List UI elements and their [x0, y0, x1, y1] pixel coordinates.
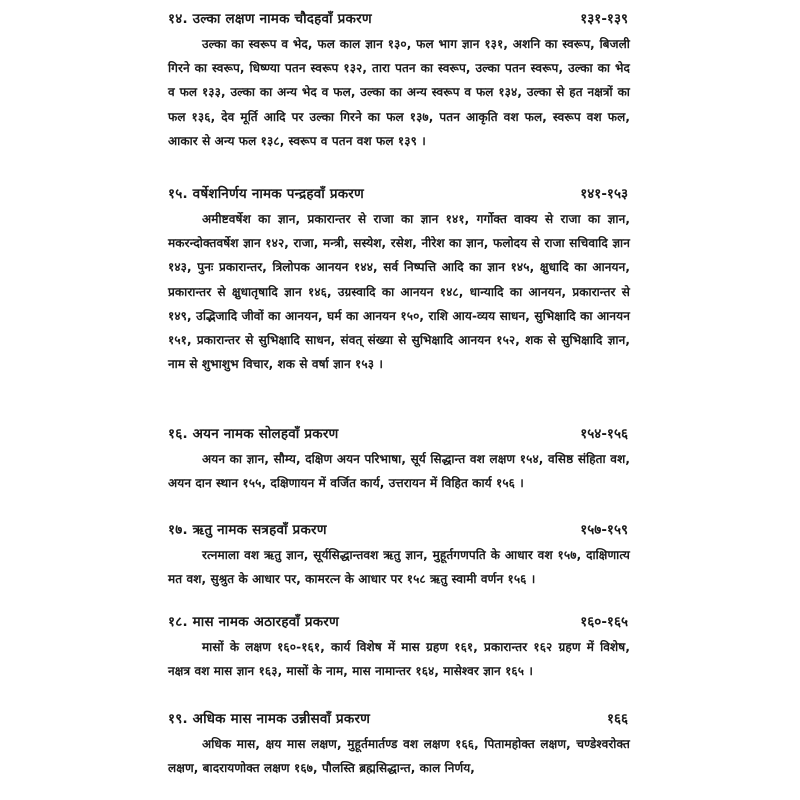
chapter-14	[168, 6, 630, 181]
chapter-title: १५. वर्षेशनिर्णय नामक पन्द्रहवाँ प्रकरण	[168, 186, 364, 202]
document-page	[168, 6, 630, 796]
chapter-title: १४. उल्का लक्षण नामक चौदहवाँ प्रकरण	[168, 11, 372, 27]
page-range: १६०-१६५	[580, 614, 628, 630]
chapter-title: १७. ऋतु नामक सत्रहवाँ प्रकरण	[168, 522, 327, 538]
chapter-18	[168, 609, 630, 706]
page-range: १६६	[606, 711, 628, 727]
chapter-19	[168, 706, 630, 796]
chapter-contents: अयन का ज्ञान, सौम्य, दक्षिण अयन परिभाषा, सूर्य सिद्धान्त वश लक्षण १५४, वसिष्ठ संहिता वश, अयन दान स्थान १५५, दक्षिणायन में वर्जित कार्य, उत्तरायन में विहित कार्य १५६ ।	[168, 452, 630, 491]
chapter-heading	[168, 421, 630, 447]
page-range: १५४-१५६	[580, 426, 628, 442]
chapter-title: १६. अयन नामक सोलहवाँ प्रकरण	[168, 426, 339, 442]
chapter-heading	[168, 706, 630, 732]
chapter-heading	[168, 517, 630, 543]
chapter-16	[168, 421, 630, 517]
chapter-contents: अधिक मास, क्षय मास लक्षण, मुहूर्तमार्तण्ड वश लक्षण १६६, पितामहोक्त लक्षण, चण्डेश्वरोक्त लक्षण, बादरायणोक्त लक्षण १६७, पौलस्ति ब्रह्मसिद्धान्त, काल निर्णय,	[168, 737, 630, 776]
chapter-17	[168, 517, 630, 609]
chapter-title: १८. मास नामक अठारहवाँ प्रकरण	[168, 614, 339, 630]
page-range: १४१-१५३	[580, 186, 628, 202]
chapter-contents: रत्नमाला वश ऋतु ज्ञान, सूर्यसिद्धान्तवश ऋतु ज्ञान, मुहूर्तगणपति के आधार वश १५७, दाक्षिणात्य मत वश, सुश्रुत के आधार पर, कामरत्न के आधार पर १५८ ऋतु स्वामी वर्णन १५६ ।	[168, 548, 630, 587]
chapter-15	[168, 181, 630, 421]
page-range: १५७-१५९	[580, 522, 628, 538]
chapter-contents: मासों के लक्षण १६०-१६१, कार्य विशेष में मास ग्रहण १६१, प्रकारान्तर १६२ ग्रहण में विशेष, नक्षत्र वश मास ज्ञान १६३, मासों के नाम, मास नामान्तर १६४, मासेश्वर ज्ञान १६५ ।	[168, 640, 630, 679]
chapter-contents: अमीष्टवर्षेश का ज्ञान, प्रकारान्तर से राजा का ज्ञान १४१, गर्गोक्त वाक्य से राजा का ज्ञान, मकरन्दोक्तवर्षेश ज्ञान १४२, राजा, मन्त्री, सस्येश, रसेश, नीरेश का ज्ञान, फलोदय से राजा सचिवादि ज्ञान १४३, पुनः प्रकारान्तर, त्रिलोपक आनयन १४४, सर्व निष्पत्ति आदि का ज्ञान १४५, क्षुधादि का आनयन, प्रकारान्तर से क्षुधातृषादि ज्ञान १४६, उग्रस्वादि का आनयन १४८, धान्यादि का आनयन, प्रकारान्तर से १४९, उद्भिजादि जीवों का आनयन, घर्म का आनयन १५०, राशि आय-व्यय साधन, सुभिक्षादि का आनयन १५१, प्रकारान्तर से सुभिक्षादि साधन, संवत् संख्या से सुभिक्षादि आनयन १५२, शक से सुभिक्षादि ज्ञान, नाम से शुभाशुभ विचार, शक से वर्षा ज्ञान १५३ ।	[168, 212, 630, 372]
chapter-contents: उल्का का स्वरूप व भेद, फल काल ज्ञान १३०, फल भाग ज्ञान १३१, अशनि का स्वरूप, बिजली गिरने का स्वरूप, धिष्ण्या पतन स्वरूप १३२, तारा पतन का स्वरूप, उल्का पतन स्वरूप, उल्का का भेद व फल १३३, उल्का का अन्य भेद व फल, उल्का का अन्य स्वरूप व फल १३४, उल्का से हत नक्षत्रों का फल १३६, देव मूर्ति आदि पर उल्का गिरने का फल १३७, पतन आकृति वश फल, स्वरूप वश फल, आकार से अन्य फल १३८, स्वरूप व पतन वश फल १३९ ।	[168, 37, 630, 148]
chapter-heading	[168, 181, 630, 207]
chapter-heading	[168, 6, 630, 32]
chapter-heading	[168, 609, 630, 635]
chapter-title: १९. अधिक मास नामक उन्नीसवाँ प्रकरण	[168, 711, 371, 727]
page-range: १३१-१३९	[580, 11, 628, 27]
